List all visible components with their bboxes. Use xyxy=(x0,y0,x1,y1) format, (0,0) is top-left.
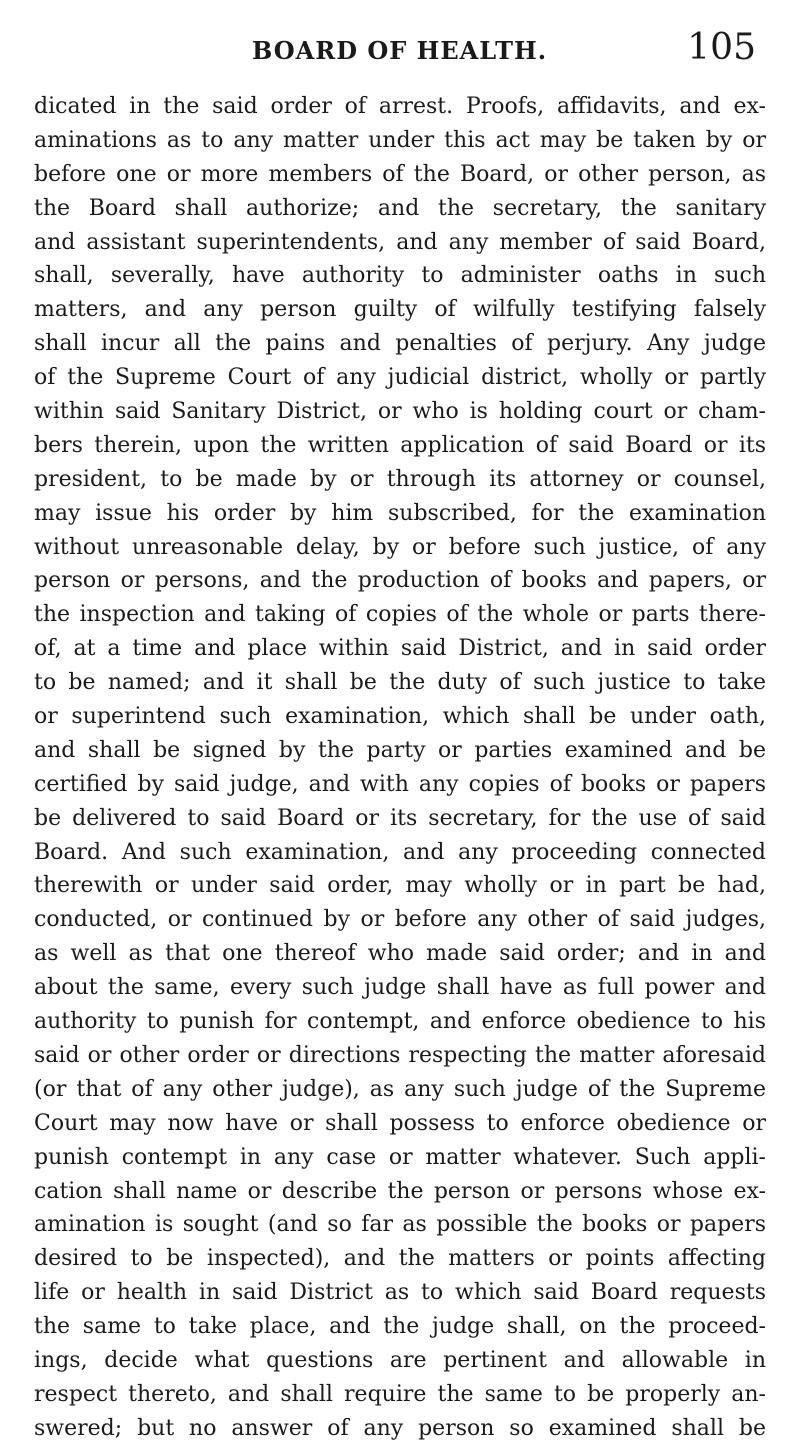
text-line: (or that of any other judge), as any such judge of the Supreme xyxy=(34,1076,766,1102)
text-line: authority to punish for contempt, and enforce obedience to his xyxy=(34,1009,766,1035)
text-line: amination is sought (and so far as possible the books or papers xyxy=(34,1212,766,1238)
text-line: be delivered to said Board or its secretary, for the use of said xyxy=(34,805,766,831)
text-line: and assistant superintendents, and any member of said Board, xyxy=(34,229,766,255)
text-line: as well as that one thereof who made said order; and in and xyxy=(34,941,766,967)
text-line: life or health in said District as to which said Board requests xyxy=(34,1280,766,1306)
text-line: of, at a time and place within said District, and in said order xyxy=(34,636,766,662)
text-line: the inspection and taking of copies of the whole or parts there- xyxy=(34,602,766,628)
text-line: therewith or under said order, may wholly or in part be had, xyxy=(34,873,766,899)
text-line: shall, severally, have authority to administer oaths in such xyxy=(34,263,766,289)
text-line: desired to be inspected), and the matters or points affecting xyxy=(34,1246,766,1272)
text-line: president, to be made by or through its attorney or counsel, xyxy=(34,466,766,492)
text-line: or superintend such examination, which shall be under oath, xyxy=(34,704,766,730)
text-line: may issue his order by him subscribed, for the examination xyxy=(34,500,766,526)
text-line: Board. And such examination, and any proceeding connected xyxy=(34,839,766,865)
text-line: dicated in the said order of arrest. Proofs, affidavits, and ex- xyxy=(34,94,766,119)
text-line: within said Sanitary District, or who is holding court or cham- xyxy=(34,399,766,425)
text-line: conducted, or continued by or before any other of said judges, xyxy=(34,907,766,933)
text-line: Court may now have or shall possess to enforce obedience or xyxy=(34,1110,766,1136)
text-line: before one or more members of the Board, or other person, as xyxy=(34,161,766,187)
text-line: to be named; and it shall be the duty of such justice to take xyxy=(34,670,766,696)
text-line: ings, decide what questions are pertinent and allowable in xyxy=(34,1347,766,1373)
body-text xyxy=(34,90,766,1446)
text-line: punish contempt in any case or matter whatever. Such appli- xyxy=(34,1144,766,1170)
running-head xyxy=(36,27,756,78)
text-line: shall incur all the pains and penalties of perjury. Any judge xyxy=(34,331,766,357)
text-line: swered; but no answer of any person so examined shall be xyxy=(34,1415,766,1441)
running-title: BOARD OF HEALTH. xyxy=(252,36,548,65)
text-line: cation shall name or describe the person or persons whose ex- xyxy=(34,1178,766,1204)
text-line: the Board shall authorize; and the secretary, the sanitary xyxy=(34,195,766,221)
text-line: certified by said judge, and with any copies of books or papers xyxy=(34,771,766,797)
text-line: said or other order or directions respecting the matter aforesaid xyxy=(34,1042,766,1068)
text-line: matters, and any person guilty of wilfully testifying falsely xyxy=(34,297,766,323)
text-line: without unreasonable delay, by or before such justice, of any xyxy=(34,534,766,560)
text-line: and shall be signed by the party or parties examined and be xyxy=(34,737,766,763)
text-line: bers therein, upon the written application of said Board or its xyxy=(34,432,766,458)
page-number: 105 xyxy=(687,27,756,68)
text-line: about the same, every such judge shall have as full power and xyxy=(34,975,766,1001)
text-line: person or persons, and the production of books and papers, or xyxy=(34,568,766,594)
text-line: aminations as to any matter under this act may be taken by or xyxy=(34,127,766,153)
text-line: respect thereto, and shall require the same to be properly an- xyxy=(34,1381,766,1407)
text-line: the same to take place, and the judge shall, on the proceed- xyxy=(34,1314,766,1340)
text-line: of the Supreme Court of any judicial district, wholly or partly xyxy=(34,365,766,391)
